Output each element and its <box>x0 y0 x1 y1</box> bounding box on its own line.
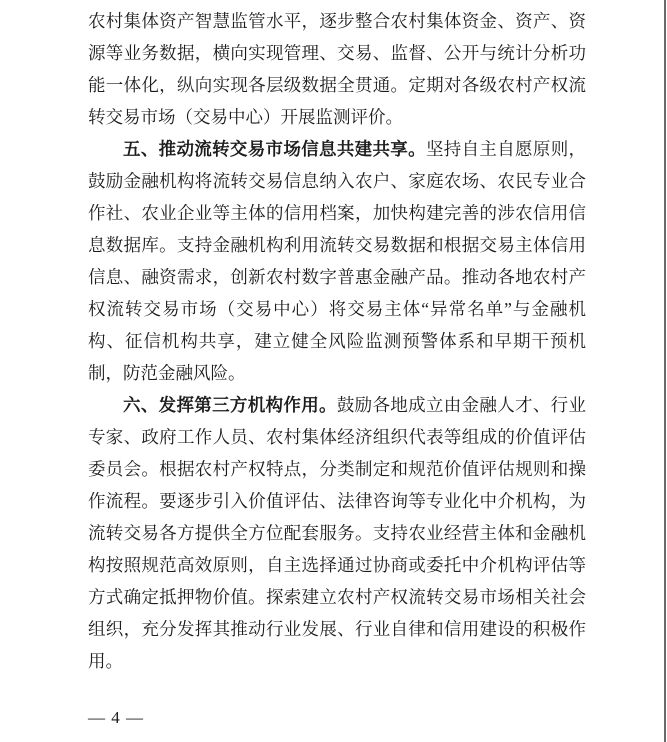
section-five-body: 坚持自主自愿原则，鼓励金融机构将流转交易信息纳入农户、家庭农场、农民专业合作社、农业企业等主体的信用档案，加快构建完善的涉农信用信息数据库。支持金融机构利用流转交易数据和根据交易主体信用信息、融资需求，创新农村数字普惠金融产品。推动各地农村产权流转交易市场（交易中心）将交易主体“异常名单”与金融机构、征信机构共享，建立健全风险监测预警体系和早期干预机制，防范金融风险。 <box>88 139 587 383</box>
scan-edge-line <box>664 0 666 742</box>
section-five-heading: 五、推动流转交易市场信息共建共享。 <box>123 139 426 159</box>
section-six-paragraph <box>88 389 586 677</box>
paragraph-continuation: 农村集体资产智慧监管水平，逐步整合农村集体资金、资产、资源等业务数据，横向实现管理、交易、监督、公开与统计分析功能一体化，纵向实现各层级数据全贯通。定期对各级农村产权流转交易市场（交易中心）开展监测评价。 <box>88 11 586 127</box>
section-six-body: 鼓励各地成立由金融人才、行业专家、政府工作人员、农村集体经济组织代表等组成的价值评估委员会。根据农村产权特点，分类制定和规范价值评估规则和操作流程。要逐步引入价值评估、法律咨询等专业化中介机构，为流转交易各方提供全方位配套服务。支持农业经营主体和金融机构按照规范高效原则，自主选择通过协商或委托中介机构评估等方式确定抵押物价值。探索建立农村产权流转交易市场相关社会组织，充分发挥其推动行业发展、行业自律和信用建设的积极作用。 <box>88 395 587 671</box>
page-number: — 4 — <box>88 708 144 727</box>
section-five-paragraph <box>88 133 586 389</box>
section-six-heading: 六、发挥第三方机构作用。 <box>123 395 337 415</box>
text-block <box>88 5 586 677</box>
